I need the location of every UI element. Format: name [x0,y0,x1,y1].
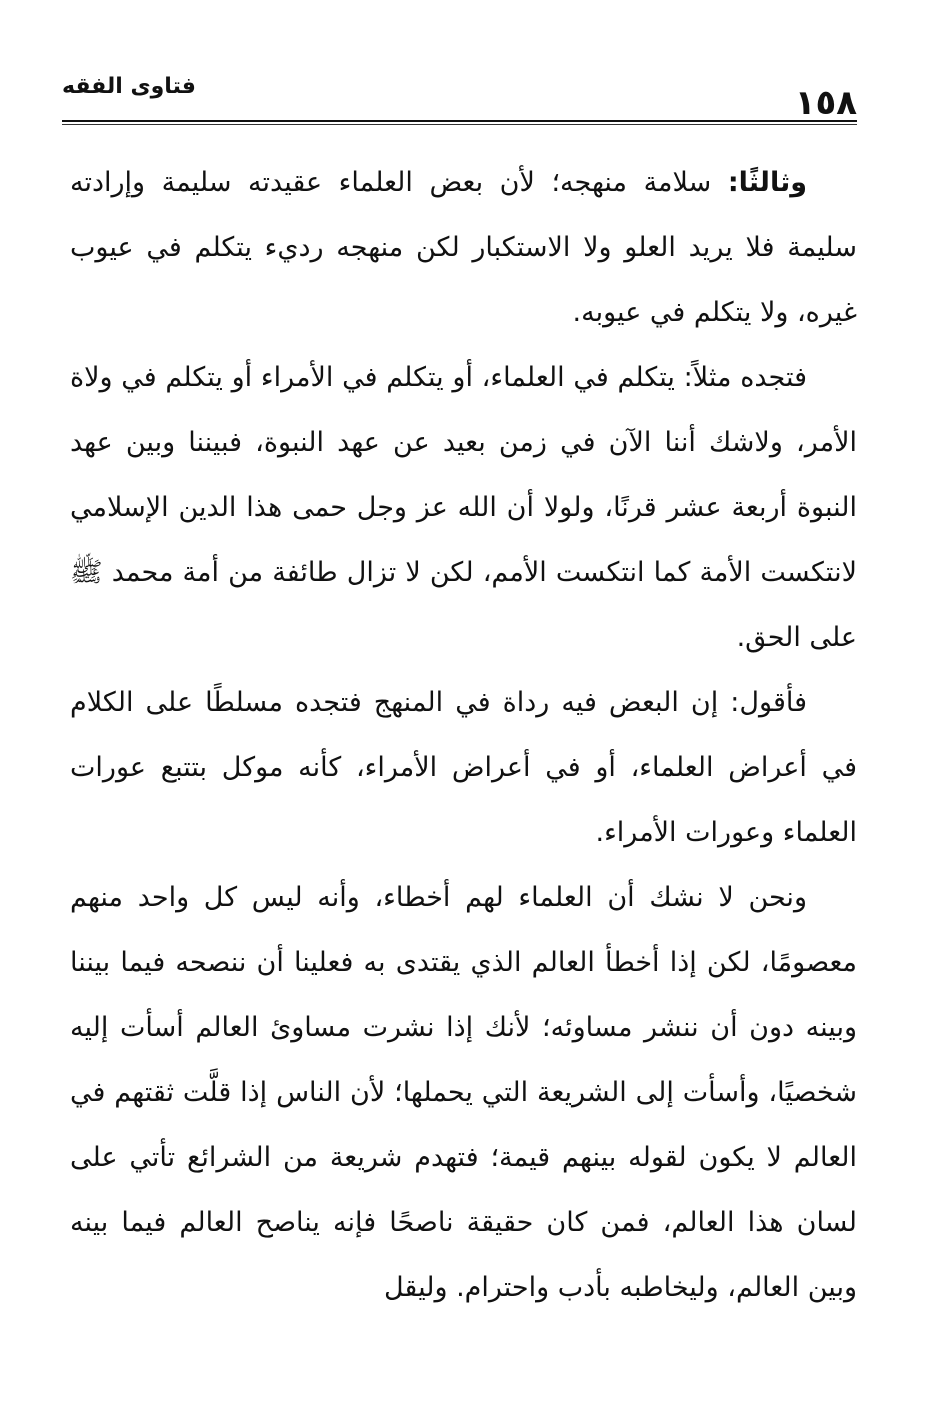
paragraph [70,150,857,345]
header-rule [62,120,857,122]
header-rule-thin [62,124,857,125]
paragraph [70,865,857,1320]
page-number: ١٥٨ [794,83,857,123]
paragraph-text: فأقول: إن البعض فيه رداة في المنهج فتجده مسلطًا على الكلام في أعراض العلماء، أو في أعراض الأمراء، كأنه موكل بتتبع عورات العلماء وعورات الأمراء. [70,687,857,848]
paragraph [70,345,857,670]
paragraph-lead: وثالثًا: [727,167,807,198]
page-header [62,72,857,124]
paragraph-text: فتجده مثلاً: يتكلم في العلماء، أو يتكلم في الأمراء أو يتكلم في ولاة الأمر، ولاشك أننا الآن في زمن بعيد عن عهد النبوة، فبيننا وبين عهد النبوة أربعة عشر قرنًا، ولولا أن الله عز وجل حمى هذا الدين الإسلامي لانتكست الأمة كما انتكست الأمم، لكن لا تزال طائفة من أمة محمد ﷺ على الحق. [70,362,857,653]
running-title: فتاوى الفقه [62,74,196,99]
body-text [70,150,857,1320]
paragraph-text: ونحن لا نشك أن العلماء لهم أخطاء، وأنه ليس كل واحد منهم معصومًا، لكن إذا أخطأ العالم الذي يقتدى به فعلينا أن ننصحه فيما بيننا وبينه دون أن ننشر مساوئه؛ لأنك إذا نشرت مساوئ العالم أسأت إليه شخصيًا، وأسأت إلى الشريعة التي يحملها؛ لأن الناس إذا قلَّت ثقتهم في العالم لا يكون لقوله بينهم قيمة؛ فتهدم شريعة من الشرائع تأتي على لسان هذا العالم، فمن كان حقيقة ناصحًا فإنه يناصح العالم فيما بينه وبين العالم، وليخاطبه بأدب واحترام. وليقل [70,882,857,1303]
paragraph [70,670,857,865]
paragraph-text: سلامة منهجه؛ لأن بعض العلماء عقيدته سليمة وإرادته سليمة فلا يريد العلو ولا الاستكبار لكن منهجه رديء يتكلم في عيوب غيره، ولا يتكلم في عيوبه. [70,167,857,328]
